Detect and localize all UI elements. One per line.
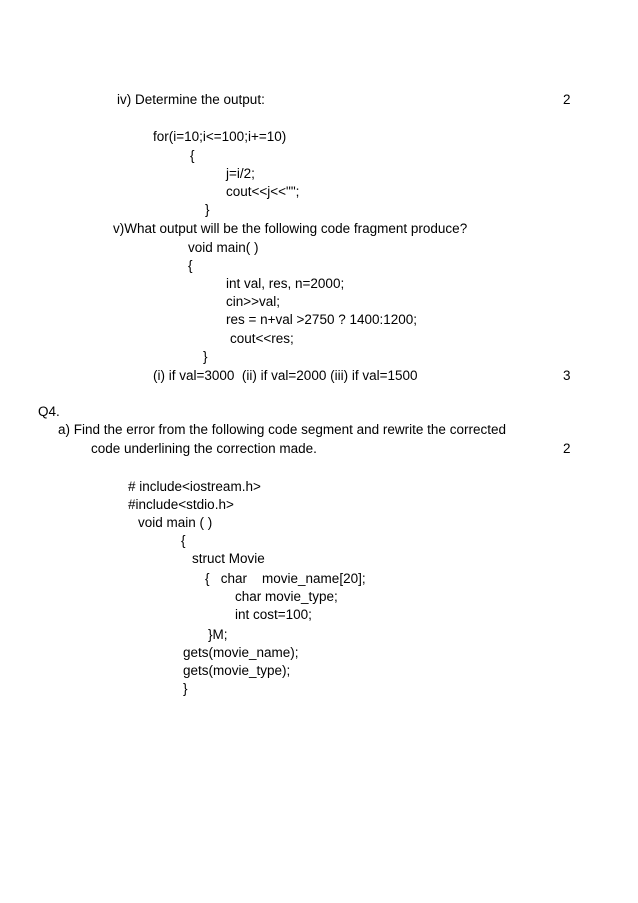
- q4-part-a-text-cont: code underlining the correction made.: [91, 441, 317, 456]
- code-line: cout<<res;: [230, 331, 294, 346]
- code-line: gets(movie_name);: [183, 645, 299, 660]
- q4-label: Q4.: [38, 404, 60, 419]
- code-line: # include<iostream.h>: [128, 479, 261, 494]
- code-line: int val, res, n=2000;: [226, 276, 345, 291]
- question-v-cases: (i) if val=3000 (ii) if val=2000 (iii) if val=1500: [153, 368, 418, 383]
- question-v-prompt: v)What output will be the following code fragment produce?: [113, 221, 468, 236]
- code-line: {: [188, 258, 193, 273]
- q4-part-a-text: a) Find the error from the following code segment and rewrite the corrected: [58, 422, 506, 437]
- code-line: j=i/2;: [226, 166, 255, 181]
- code-line: { char movie_name[20];: [205, 571, 366, 586]
- code-line: cout<<j<<"";: [226, 184, 300, 199]
- code-line: #include<stdio.h>: [128, 497, 234, 512]
- question-v-marks: 3: [563, 368, 571, 383]
- code-line: res = n+val >2750 ? 1400:1200;: [226, 312, 418, 327]
- question-iv-prompt: iv) Determine the output:: [117, 92, 265, 107]
- code-line: for(i=10;i<=100;i+=10): [153, 129, 287, 144]
- code-line: }M;: [208, 627, 228, 642]
- code-line: }: [183, 681, 188, 696]
- code-line: {: [181, 533, 186, 548]
- code-line: gets(movie_type);: [183, 663, 291, 678]
- code-line: }: [203, 349, 208, 364]
- code-line: int cost=100;: [235, 607, 312, 622]
- code-line: cin>>val;: [226, 294, 281, 309]
- code-line: }: [205, 202, 210, 217]
- code-line: char movie_type;: [235, 589, 338, 604]
- code-line: void main( ): [188, 240, 259, 255]
- code-line: void main ( ): [138, 515, 213, 530]
- code-line: struct Movie: [192, 551, 265, 566]
- q4-marks: 2: [563, 441, 571, 456]
- question-iv-marks: 2: [563, 92, 571, 107]
- code-line: {: [190, 148, 195, 163]
